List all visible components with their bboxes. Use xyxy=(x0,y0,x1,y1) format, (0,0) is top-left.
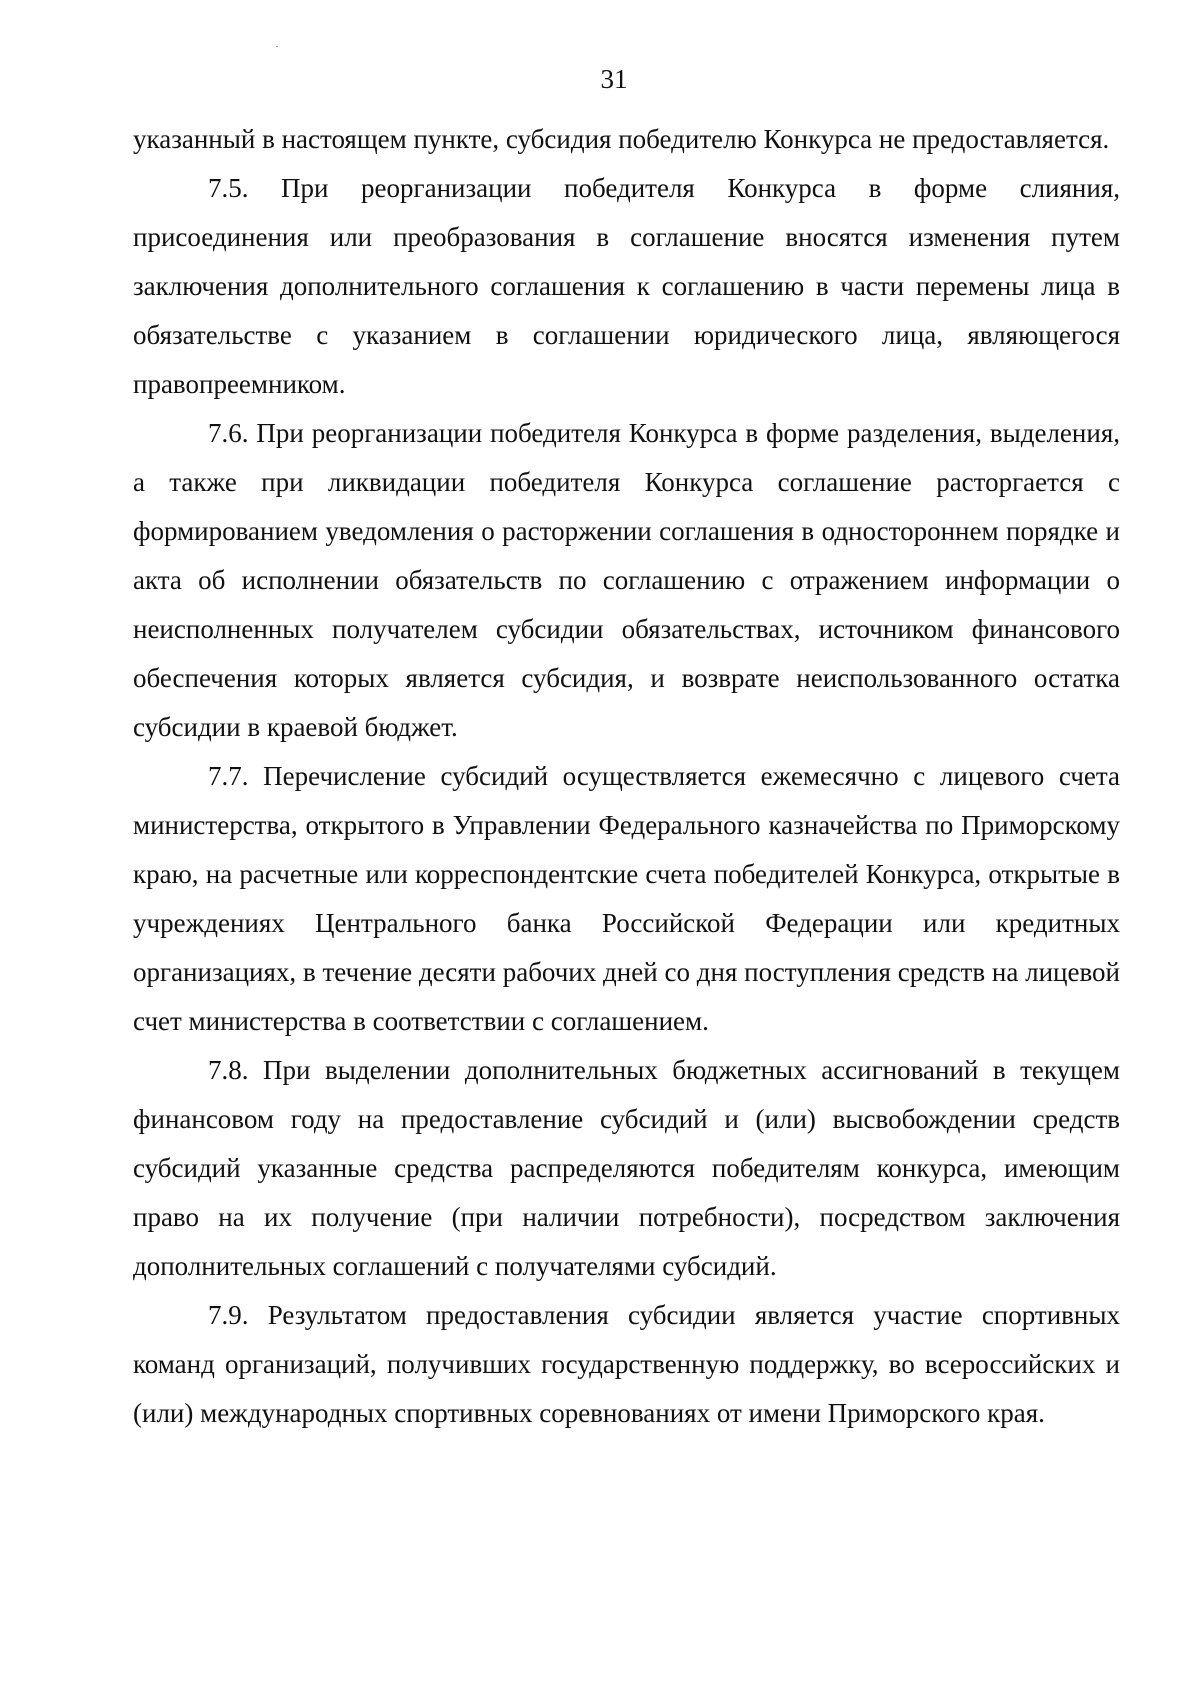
paragraph-7-7: 7.7. Перечисление субсидий осуществляется ежемесячно с лицевого счета министерства, открытого в Управлении Федерального казначейства по Приморскому краю, на расчетные или корреспондентские счета победителей Конкурса, открытые в учреждениях Центрального банка Российской Федерации или кредитных организациях, в течение десяти рабочих дней со дня поступления средств на лицевой счет министерства в соответствии с соглашением. xyxy=(133,761,1120,1036)
paragraph-continuation: указанный в настоящем пункте, субсидия победителю Конкурса не предоставляется. xyxy=(133,124,1110,154)
paragraph-7-6: 7.6. При реорганизации победителя Конкурса в форме разделения, выделения, а также при ликвидации победителя Конкурса соглашение расторгается с формированием уведомления о расторжении соглашения в одностороннем порядке и акта об исполнении обязательств по соглашению с отражением информации о неисполненных получателем субсидии обязательствах, источником финансового обеспечения которых является субсидия, и возврате неиспользованного остатка субсидии в краевой бюджет. xyxy=(133,418,1120,742)
paragraph-7-9: 7.9. Результатом предоставления субсидии является участие спортивных команд организаций, получивших государственную поддержку, во всероссийских и (или) международных спортивных соревнованиях от имени Приморского края. xyxy=(133,1300,1120,1428)
document-body xyxy=(133,115,1120,1438)
paragraph-7-5: 7.5. При реорганизации победителя Конкурса в форме слияния, присоединения или преобразования в соглашение вносятся изменения путем заключения дополнительного соглашения к соглашению в части перемены лица в обязательстве с указанием в соглашении юридического лица, являющегося правопреемником. xyxy=(133,173,1120,399)
page-number: 31 xyxy=(600,64,628,94)
scan-speck xyxy=(276,46,278,47)
paragraph-7-8: 7.8. При выделении дополнительных бюджетных ассигнований в текущем финансовом году на предоставление субсидий и (или) высвобождении средств субсидий указанные средства распределяются победителям конкурса, имеющим право на их получение (при наличии потребности), посредством заключения дополнительных соглашений с получателями субсидий. xyxy=(133,1055,1120,1281)
